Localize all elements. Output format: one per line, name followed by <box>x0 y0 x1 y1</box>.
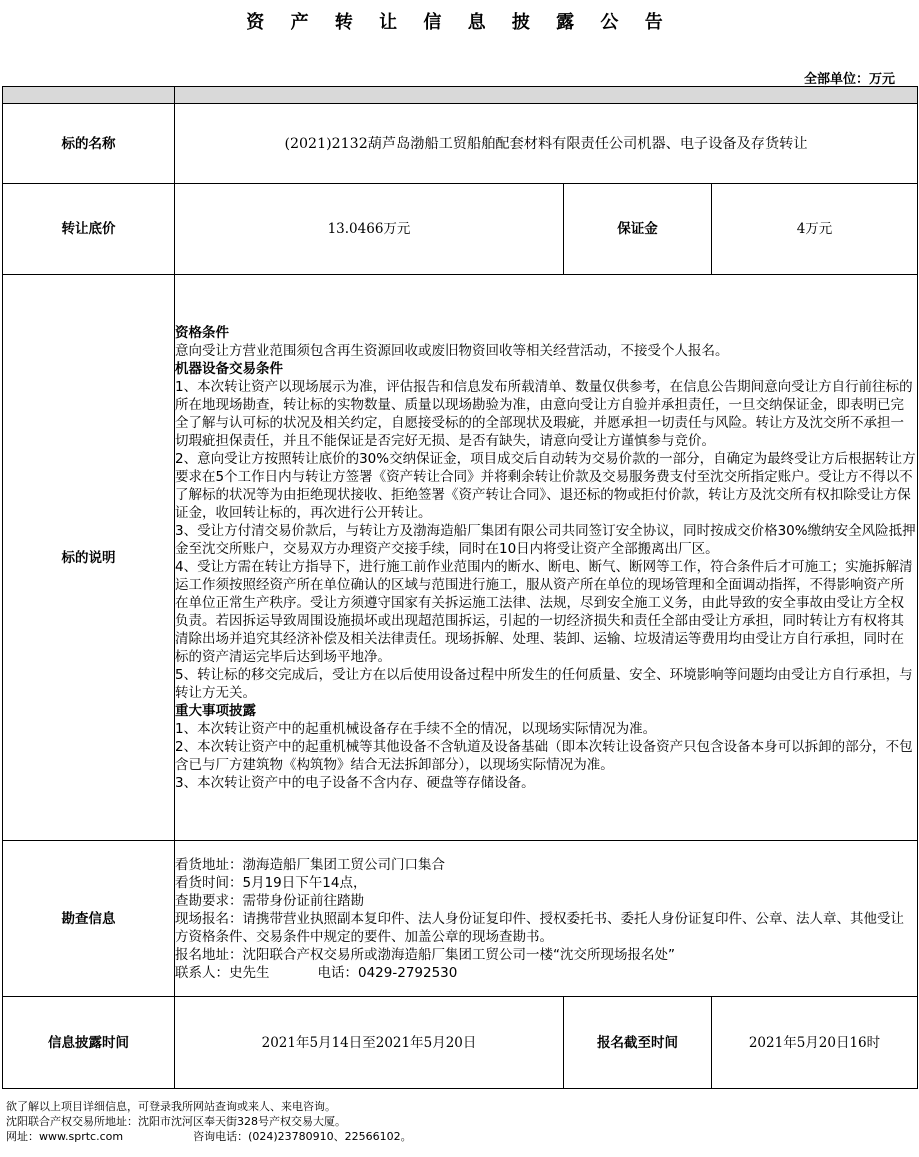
unit-note: 全部单位：万元 <box>803 72 895 87</box>
table-header-bar <box>3 87 918 104</box>
contact-person: 联系人：史先生 <box>175 964 270 981</box>
paragraph: 意向受让方营业范围须包含再生资源回收或废旧物资回收等相关经营活动，不接受个人报名。 <box>175 342 729 359</box>
paragraph: 1、本次转让资产中的起重机械设备存在手续不全的情况，以现场实际情况为准。 <box>175 720 657 737</box>
header-cell <box>175 87 918 104</box>
row-name <box>3 104 918 184</box>
label-deposit: 保证金 <box>564 184 712 275</box>
row-price <box>3 184 918 275</box>
label-price: 转让底价 <box>3 184 175 275</box>
page-title: 资 产 转 让 信 息 披 露 公 告 <box>246 12 673 33</box>
value-price: 13.0466万元 <box>175 184 564 275</box>
label-inspection: 勘查信息 <box>3 841 175 997</box>
inspection-line: 报名地址：沈阳联合产权交易所或渤海造船厂集团工贸公司一楼“沈交所现场报名处” <box>175 946 675 963</box>
paragraph: 2、本次转让资产中的起重机械等其他设备不含轨道及设备基础（即本次转让设备资产只包含设备本身可以拆卸的部分，不包含已与厂方建筑物《构筑物》结合无法拆卸部分），以现场实际情况为准。 <box>175 738 913 773</box>
inspection-line: 看货地址：渤海造船厂集团工贸公司门口集合 <box>175 856 445 873</box>
disclosure-table <box>2 86 918 1089</box>
paragraph: 3、本次转让资产中的电子设备不含内存、硬盘等存储设备。 <box>175 774 535 791</box>
contact-line <box>175 964 917 982</box>
description-content <box>175 275 918 841</box>
section-heading: 重大事项披露 <box>175 702 256 719</box>
paragraph: 3、受让方付清交易价款后，与转让方及渤海造船厂集团有限公司共同签订安全协议，同时按成交价格30%缴纳安全风险抵押金至沈交所账户，交易双方办理资产交接手续，同时在10日内将受让资产全部搬离出厂区。 <box>175 522 916 557</box>
label-name: 标的名称 <box>3 104 175 184</box>
row-description <box>3 275 918 841</box>
footer-phone: 咨询电话：(024)23780910、22566102。 <box>193 1130 412 1143</box>
label-deadline: 报名截至时间 <box>564 997 712 1089</box>
paragraph: 4、受让方需在转让方指导下，进行施工前作业范围内的断水、断电、断气、断网等工作，符合条件后才可施工；实施拆解清运工作须按照经资产所在单位确认的区域与范围进行施工，服从资产所在单位的现场管理和全面调动指挥，不得影响资产所在单位正常生产秩序。受让方须遵守国家有关拆运施工法律、法规，尽到安全施工义务，由此导致的安全事故由受让方全权负责。若因拆运导致周围设施损坏或出现超范围拆运，引起的一切经济损失和责任全部由受让方承担，同时转让方有权将其清除出场并追究其经济补偿及相关法律责任。现场拆解、处理、装卸、运输、垃圾清运等费用均由受让方自行承担，同时在标的资产清运完毕后达到场平地净。 <box>175 558 913 665</box>
value-deadline: 2021年5月20日16时 <box>712 997 918 1089</box>
row-inspection <box>3 841 918 997</box>
value-timing: 2021年5月14日至2021年5月20日 <box>175 997 564 1089</box>
header-cell <box>3 87 175 104</box>
inspection-line: 现场报名：请携带营业执照副本复印件、法人身份证复印件、授权委托书、委托人身份证复印件、公章、法人章、其他受让方资格条件、交易条件中规定的要件、加盖公章的现场查勘书。 <box>175 910 904 945</box>
contact-phone: 电话：0429-2792530 <box>317 964 458 981</box>
inspection-line: 看货时间：5月19日下午14点， <box>175 874 367 891</box>
footer-website: 网址：www.sprtc.com <box>6 1130 124 1143</box>
footer-line <box>6 1129 412 1144</box>
label-description: 标的说明 <box>3 275 175 841</box>
value-name: (2021)2132葫芦岛渤船工贸船舶配套材料有限责任公司机器、电子设备及存货转让 <box>175 104 918 184</box>
footer-line: 欲了解以上项目详细信息，可登录我所网站查询或来人、来电咨询。 <box>6 1100 336 1113</box>
row-timing <box>3 997 918 1089</box>
inspection-content <box>175 841 918 997</box>
footer <box>6 1099 412 1144</box>
inspection-line: 查勘要求：需带身份证前往踏勘 <box>175 892 364 909</box>
footer-line: 沈阳联合产权交易所地址：沈阳市沈河区奉天街328号产权交易大厦。 <box>6 1115 346 1128</box>
label-timing: 信息披露时间 <box>3 997 175 1089</box>
section-heading: 机器设备交易条件 <box>175 360 283 377</box>
paragraph: 2、意向受让方按照转让底价的30%交纳保证金，项目成交后自动转为交易价款的一部分，自确定为最终受让方后根据转让方要求在5个工作日内与转让方签署《资产转让合同》并将剩余转让价款及交易服务费支付至沈交所指定账户。受让方不得以不了解标的状况等为由拒绝现状接收、拒绝签署《资产转让合同》、退还标的物或拒付价款，转让方及沈交所有权扣除受让方保证金，收回转让标的，再次进行公开转让。 <box>175 450 916 521</box>
section-heading: 资格条件 <box>175 324 229 341</box>
value-deposit: 4万元 <box>712 184 918 275</box>
paragraph: 1、本次转让资产以现场展示为准，评估报告和信息发布所载清单、数量仅供参考，在信息公告期间意向受让方自行前往标的所在地现场勘查，转让标的实物数量、质量以现场勘验为准，由意向受让方自验并承担责任，一旦交纳保证金，即表明已完全了解与认可标的状况及相关约定，自愿接受标的的全部现状及瑕疵，并愿承担一切责任与风险。转让方及沈交所不承担一切瑕疵担保责任，并且不能保证是否完好无损、是否有缺失，请意向受让方谨慎参与竞价。 <box>175 378 913 449</box>
paragraph: 5、转让标的移交完成后，受让方在以后使用设备过程中所发生的任何质量、安全、环境影响等问题均由受让方自行承担，与转让方无关。 <box>175 666 913 701</box>
